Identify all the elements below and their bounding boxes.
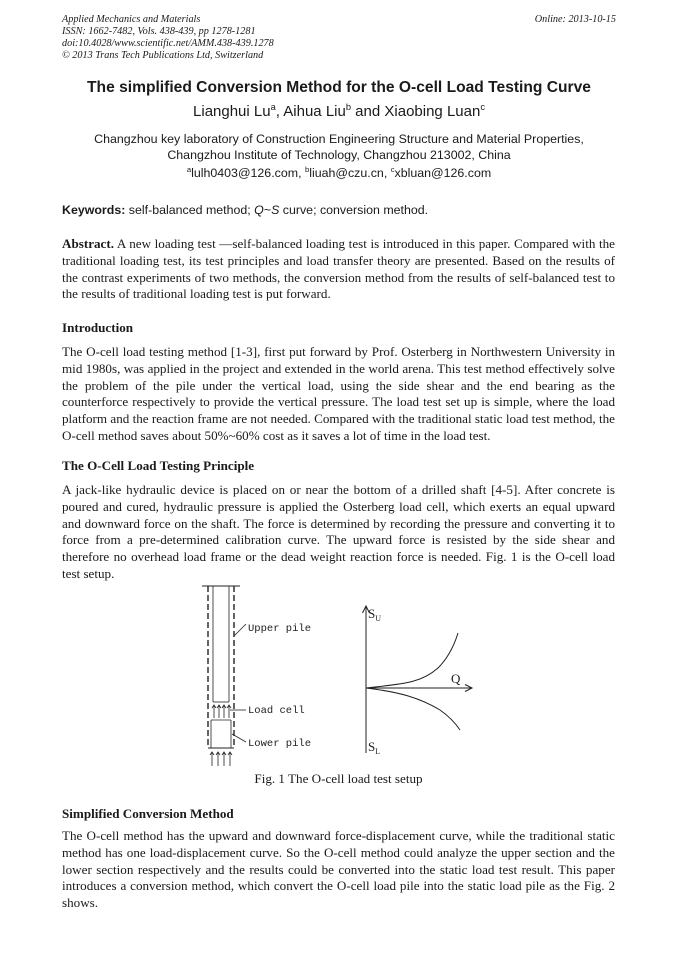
keyword-s: S: [271, 203, 280, 217]
upper-pile-leader: [234, 624, 246, 636]
email-link[interactable]: lulh0403@126.com: [191, 166, 299, 180]
section-heading-introduction: Introduction: [62, 320, 134, 335]
pile-diagram: [202, 586, 246, 766]
s-axis: [363, 606, 370, 753]
email-separator: ,: [298, 166, 305, 180]
email-link[interactable]: liuah@czu.cn: [309, 166, 384, 180]
sl-axis-label: [368, 739, 380, 756]
author-name: Xiaobing Luan: [384, 103, 481, 120]
affiliation: [30, 131, 648, 163]
doi-line[interactable]: doi:10.4028/www.scientific.net/AMM.438-439.1278: [62, 38, 274, 49]
author-list: [30, 103, 648, 120]
copyright-line: © 2013 Trans Tech Publications Ltd, Switzerland: [62, 50, 264, 61]
keywords-text-end: curve; conversion method.: [279, 203, 429, 217]
author-name: Lianghui Lu: [193, 103, 271, 120]
upward-curve: [366, 633, 458, 688]
keywords: [62, 203, 428, 217]
figure-1-caption: Fig. 1 The O-cell load test setup: [254, 771, 423, 786]
paper-title: The simplified Conversion Method for the O-cell Load Testing Curve: [87, 79, 591, 96]
principle-paragraph: A jack-like hydraulic device is placed on or near the bottom of a drilled shaft [4-5]. After concrete is poured and cured, hydraulic pressure is applied the Osterberg load cell, which exerts an equal upward and downward force on the shaft. The force is determined by recording the pressure and converting it to force from a pre-determined calibration curve. The upward force is resisted by the side shear and therefore no overhead load frame or the dead weight reaction force is needed. Fig. 1 is the O-cell load test setup.: [62, 482, 615, 581]
base-reaction-arrows: [210, 752, 232, 766]
author-affil-mark: b: [345, 102, 352, 112]
sl-subscript: L: [375, 747, 381, 756]
author-affil-mark: a: [270, 102, 276, 112]
lower-pile-label: Lower pile: [248, 738, 312, 750]
email-mark: a: [186, 164, 192, 174]
email-mark: c: [390, 164, 395, 174]
section-heading-conversion: Simplified Conversion Method: [62, 806, 234, 821]
figure-1-ocell-setup: [200, 578, 480, 773]
introduction-paragraph: The O-cell load testing method [1-3], first put forward by Prof. Osterberg in Northwestern University in mid 1980s, was applied in the project and extended in the world arena. This test method effectively solve the problem of the pile under the vertical load, using the side shear and the end bearing as the counterforce respectively to provide the vertical pressure. The load test set up is simple, where the load platform and the reaction frame are not needed. Compared with the traditional static load test method, the O-cell method saves about 50%~60% cost as it saves a lot of time in the load test.: [62, 344, 615, 443]
su-subscript: U: [375, 614, 382, 623]
keywords-label: Keywords:: [62, 203, 126, 217]
email-link[interactable]: xbluan@126.com: [394, 166, 492, 180]
section-heading-principle: The O-Cell Load Testing Principle: [62, 458, 255, 473]
email-mark: b: [304, 164, 310, 174]
journal-name: Applied Mechanics and Materials: [62, 14, 201, 25]
sl-symbol: S: [368, 739, 376, 754]
online-date: Online: 2013-10-15: [534, 14, 616, 25]
su-symbol: S: [368, 606, 376, 621]
author-separator: and: [351, 103, 385, 120]
downward-curve: [366, 688, 460, 730]
keywords-text: self-balanced method;: [125, 203, 255, 217]
affiliation-line: Changzhou key laboratory of Construction Engineering Structure and Material Properties,: [94, 132, 584, 146]
keyword-q: Q: [254, 203, 264, 217]
author-separator: ,: [275, 103, 284, 120]
abstract-text: A new loading test —self-balanced loading test is introduced in this paper. Compared with the traditional loading test, its test principles and load transfer theory are presented. Based on the results of the contrast experiments of two methods, the conversion method from the results of self-balanced test to the results of traditional loading test is put forward.: [62, 236, 615, 302]
load-cell-label: Load cell: [248, 705, 305, 717]
upper-pile-label: Upper pile: [248, 623, 312, 635]
q-axis-label: Q: [451, 671, 461, 686]
email-list: [30, 166, 648, 180]
email-separator: ,: [383, 166, 391, 180]
issn-line: ISSN: 1662-7482, Vols. 438-439, pp 1278-1281: [62, 26, 256, 37]
author-affil-mark: c: [480, 102, 485, 112]
keyword-tilde: ~: [263, 203, 272, 217]
su-axis-label: [368, 606, 381, 623]
abstract-label: Abstract.: [62, 236, 114, 251]
author-name: Aihua Liu: [283, 103, 346, 120]
journal-header: [62, 14, 274, 62]
abstract: [62, 236, 615, 303]
load-cell-arrows: [212, 705, 231, 718]
affiliation-line: Changzhou Institute of Technology, Changzhou 213002, China: [167, 148, 511, 162]
conversion-paragraph: The O-cell method has the upward and downward force-displacement curve, while the traditional static method has one load-displacement curve. So the O-cell method could analyze the upper section and the lower section respectively and the results could be converted into the static load test result. This paper introduces a conversion method, which convert the O-cell load pile into the static load pile as the Fig. 2 shows.: [62, 828, 615, 911]
